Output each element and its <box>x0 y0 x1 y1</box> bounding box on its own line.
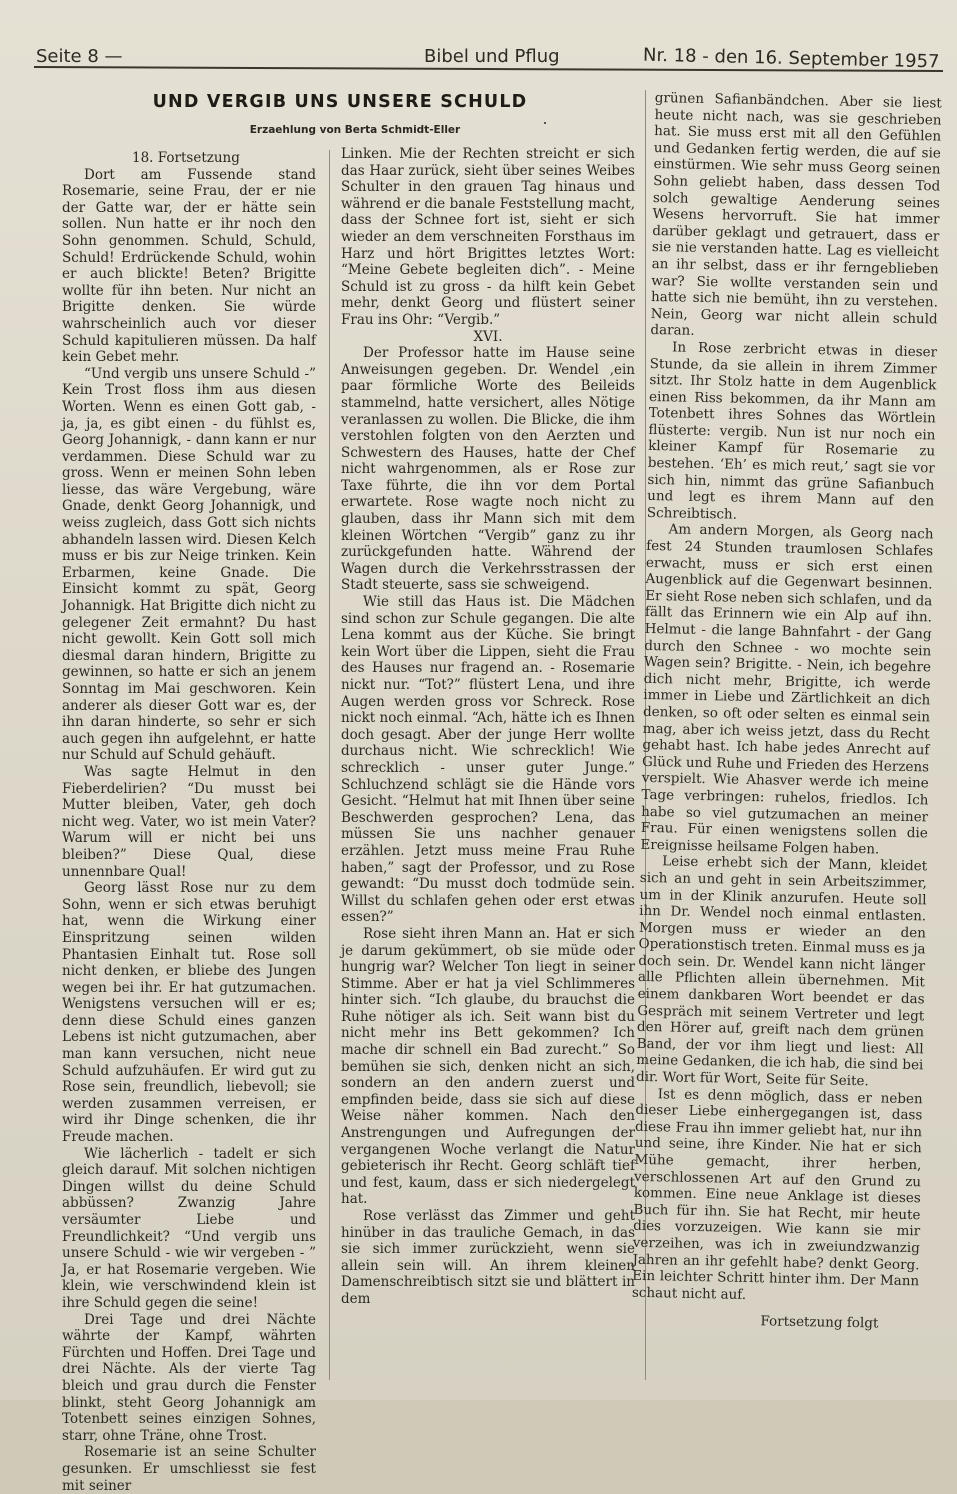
paragraph-continued: grünen Safianbändchen. Aber sie liest heute nicht nach, was sie geschrieben hat. Sie muss erst mit all den Gefühlen und Gedanken fertig werden, die auf sie einstürmen. Wie sehr muss Georg seinen Sohn geliebt haben, dass dessen Tod solch gewaltige Aenderung seines Wesens hervorruft. Sie hat immer darüber geklagt und getrauert, dass er sie nie verstanden hatte. Lag es vielleicht an ihr selbst, dass er ihr ferngeblieben war? Sie wollte verstanden sein und hatte sich nie bemüht, ihn zu verstehen. Nein, Georg war nicht allein schuld daran. <box>650 90 942 340</box>
column-3 <box>631 90 942 1333</box>
paragraph: Rosemarie ist an seine Schulter gesunken. Er umschliesst sie fest mit seiner <box>62 1444 316 1494</box>
paragraph-continued: Linken. Mie der Rechten streicht er sich das Haar zurück, sieht über seines Weibes Schulter in den grauen Tag hinaus und während er die banale Feststellung macht, dass der Schnee fort ist, sieht er sich wieder an dem verschneiten Forsthaus im Harz und hört Brigittes letztes Wort: “Meine Gebete begleiten dich”. - Meine Schuld ist zu gross - da hilft kein Gebet mehr, denkt Georg und flüstert seiner Frau ins Ohr: “Vergib.” <box>341 146 635 328</box>
print-speck <box>544 122 546 124</box>
article-title: UND VERGIB UNS UNSERE SCHULD <box>152 92 528 112</box>
column-1 <box>62 150 316 1494</box>
paragraph: Der Professor hatte im Hause seine Anweisungen gegeben. Dr. Wendel ,ein paar förmliche Worte des Beileids stammelnd, hatte versichert, alles Nötige veranlassen zu wollen. Die Blicke, die ihm verstohlen folgten von den Aerzten und Schwestern des Hauses, hatte der Chef nicht wahrgenommen, als er Rose zur Taxe führte, die ihn vor dem Portal erwartete. Rose wagte noch nicht zu glauben, dass ihr Mann sich mit dem kleinen Wörtchen “Vergib” ganz zu ihr zurückgefunden hatte. Während der Wagen durch die Verkehrsstrassen der Stadt steuerte, sass sie schweigend. <box>341 345 635 594</box>
publication-title: Bibel und Pflug <box>424 46 560 67</box>
continued-note: Fortsetzung folgt <box>760 1313 879 1332</box>
paragraph: Dort am Fussende stand Rosemarie, seine Frau, der er nie der Gatte war, der er hätte sein sollen. Nun hatte er ihr noch den Sohn genommen. Schuld, Schuld, Schuld! Erdrückende Schuld, wohin er auch blickte! Beten? Brigitte wollte für ihn beten. Nur nicht an Brigitte denken. Sie würde wahrscheinlich auch vor dieser Schuld kapitulieren müssen. Da half kein Gebet mehr. <box>62 166 316 366</box>
paragraph: Ist es denn möglich, dass er neben dieser Liebe einhergegangen ist, dass diese Frau ihn immer geliebt hat, nur ihn und seine, ihre Kinder. Nie hat er sich Mühe gemacht, ihrer herben, verschlossenen Art auf den Grund zu kommen. Eine neue Anklage ist dieses Buch für ihn. Sie hat Recht, mir heute dies vorzuzeigen. Wie kann sie mir verzeihen, was ich in zweiundzwanzig Jahren an ihr gefehlt habe? denkt Georg. Ein leichter Schritt hinter ihm. Der Mann schaut nicht auf. <box>631 1085 923 1303</box>
column-divider <box>329 150 330 1380</box>
article-byline: Erzaehlung von Berta Schmidt-Eller <box>249 124 461 136</box>
paragraph: Am andern Morgen, als Georg nach fest 24 Stunden traumlosen Schlafes erwacht, muss er sich erst einen Augenblick auf die Gegenwart besinnen. Er sieht Rose neben sich schlafen, und da fällt das Erinnern wie ein Alp auf ihn. Helmut - die lange Bahnfahrt - der Gang durch den Schnee - wo mochte sein Wagen sein? Brigitte. - Nein, ich begehre dich nicht mehr, Brigitte, ich werde immer in Liebe und Zärtlichkeit an dich denken, so oft oder selten es einmal sein mag, aber ich weiss jetzt, dass du Recht gehabt hast. Ich habe jedes Anrecht auf Glück und Ruhe und Frieden des Herzens verspielt. Wie Ahasver werde ich meine Tage verbringen: ruhelos, friedlos. Ich habe so viel gutzumachen an meiner Frau. Für einen wenigstens sollen die Ereignisse heilsame Folgen haben. <box>640 521 934 858</box>
column-2 <box>341 146 635 1308</box>
paragraph: Leise erhebt sich der Mann, kleidet sich an und geht in sein Arbeitszimmer, um in der Klinik anzurufen. Heute soll ihn Dr. Wendel noch einmal entlasten. Morgen muss er wieder an den Operationstisch treten. Einmal muss es ja doch sein. Dr. Wendel kann nicht länger alle Pflichten allein übernehmen. Mit einem dankbaren Wort beendet er das Gespräch mit seinem Vertreter und legt den Hörer auf, greift nach dem grünen Band, der vor ihm liegt und liest: All meine Gedanken, die ich hab, die sind bei dir. Wort für Wort, Seite für Seite. <box>635 853 928 1090</box>
page-number: Seite 8 — <box>36 46 123 67</box>
paragraph: “Und vergib uns unsere Schuld -” Kein Trost floss ihm aus diesen Worten. Wenn es einen Gott gab, - ja, ja, es gibt einen - du fühlst es, Georg Johannigk, - dann kann er nur verdammen. Diese Schuld war zu gross. Wenn er meinen Sohn leben liesse, das wäre Vergebung, wäre Gnade, denkt Georg Johannigk, und weiss zugleich, dass Gott sich nichts abhandeln lassen wird. Diesen Kelch muss er bis zur Neige trinken. Kein Erbarmen, keine Gnade. Die Einsicht kommt zu spät, Georg Johannigk. Hat Brigitte dich nicht zu gelegener Zeit ermahnt? Du hast nicht gewollt. Kein Gott soll mich diesmal daran hindern, Brigitte zu gewinnen, so hatte er sich an jenem Sonntag im Mai geschworen. Kein anderer als dieser Gott war es, der ihn daran hinderte, so sehr er sich auch gegen ihn aufgelehnt, er hatte nur Schuld auf Schuld gehäuft. <box>62 365 316 764</box>
paragraph: Rose verlässt das Zimmer und geht hinüber in das trauliche Gemach, in das sie sich immer zurückzieht, wenn sie allein sein will. An ihrem kleinen Damenschreibtisch sitzt sie und blättert in dem <box>341 1208 635 1307</box>
paragraph: Georg lässt Rose nur zu dem Sohn, wenn er sich etwas beruhigt hat, wenn die Wirkung einer Einspritzung seinen wilden Phantasien Einhalt tut. Rose soll nicht denken, er bliebe des Jungen wegen bei ihr. Er hat gutzumachen. Wenigstens versuchen will er es; denn diese Schuld eines ganzen Lebens ist nicht gutzumachen, aber man kann versuchen, nicht neue Schuld aufzuhäufen. Er wird gut zu Rose sein, freundlich, liebevoll; sie werden zusammen verreisen, er wird ihr Dinge schenken, die ihr Freude machen. <box>62 880 316 1146</box>
paragraph: In Rose zerbricht etwas in dieser Stunde, da sie allein in ihrem Zimmer sitzt. Ihr Stolz hatte in dem Augenblick einen Riss bekommen, da ihr Mann am Totenbett ihres Sohnes das Wörtlein flüsterte: vergib. Nun ist nur noch ein kleiner Kampf für Rosemarie zu bestehen. ‘Eh’ es mich reut,’ sagt sie vor sich hin, nimmt das grüne Safianbuch und legt es ihrem Mann auf den Schreibtisch. <box>646 339 938 523</box>
paragraph: Drei Tage und drei Nächte währte der Kampf, währten Fürchten und Hoffen. Drei Tage und drei Nächte. Als der vierte Tag bleich und grau durch die Fenster blinkt, steht Georg Johannigk am Totenbett seines einzigen Sohnes, starr, ohne Träne, ohne Trost. <box>62 1311 316 1444</box>
issue-date: Nr. 18 - den 16. September 1957 <box>642 44 940 73</box>
chapter-heading: XVI. <box>473 328 503 345</box>
installment-label: 18. Fortsetzung <box>132 150 240 166</box>
paragraph: Wie still das Haus ist. Die Mädchen sind schon zur Schule gegangen. Die alte Lena kommt aus der Küche. Sie bringt kein Wort über die Lippen, sieht die Frau des Hauses nur fragend an. - Rosemarie nickt nur. “Tot?” flüstert Lena, und ihre Augen werden gross vor Schreck. Rose nickt noch einmal. “Ach, hätte ich es Ihnen doch gesagt. Aber der junge Herr wollte durchaus nicht. Wie schrecklich! Wie schrecklich - unser guter Junge.” Schluchzend schlägt sie die Hände vors Gesicht. “Helmut hat mit Ihnen über seine Beschwerden gesprochen? Lena, das müssen Sie uns nachher genauer erzählen. Jetzt muss meine Frau Ruhe haben,” sagt der Professor, und zu Rose gewandt: “Du musst doch todmüde sein. Willst du schlafen gehen oder erst etwas essen?” <box>341 594 635 926</box>
paragraph: Was sagte Helmut in den Fieberdelirien? “Du musst bei Mutter bleiben, Vater, geh doch nicht weg. Vater, wo ist mein Vater? Warum will er nicht bei uns bleiben?” Diese Qual, diese unnennbare Qual! <box>62 763 316 880</box>
paragraph: Rose sieht ihren Mann an. Hat er sich je darum gekümmert, ob sie müde oder hungrig war? Welcher Ton liegt in seiner Stimme. Aber er hat ja viel Schlimmeres hinter sich. “Ich glaube, du brauchst die Ruhe nötiger als ich. Seit wann bist du nicht mehr ins Bett gekommen? Ich mache dir schnell ein Bad zurecht.” So bemühen sie sich, denken nicht an sich, sondern an den andern zuerst und empfinden beide, dass sie sich auf diese Weise näher kommen. Nach den Anstrengungen und Aufregungen der vergangenen Woche verlangt die Natur gebieterisch ihr Recht. Georg schläft tief und fest, kaum, dass er sich niedergelegt hat. <box>341 925 635 1208</box>
paragraph: Wie lächerlich - tadelt er sich gleich darauf. Mit solchen nichtigen Dingen willst du deine Schuld abbüssen? Zwanzig Jahre versäumter Liebe und Freundlichkeit? “Und vergib uns unsere Schuld - wie wir vergeben - ” Ja, er hat Rosemarie vergeben. Wie klein, wie verschwindend klein ist ihre Schuld gegen die seine! <box>62 1145 316 1311</box>
